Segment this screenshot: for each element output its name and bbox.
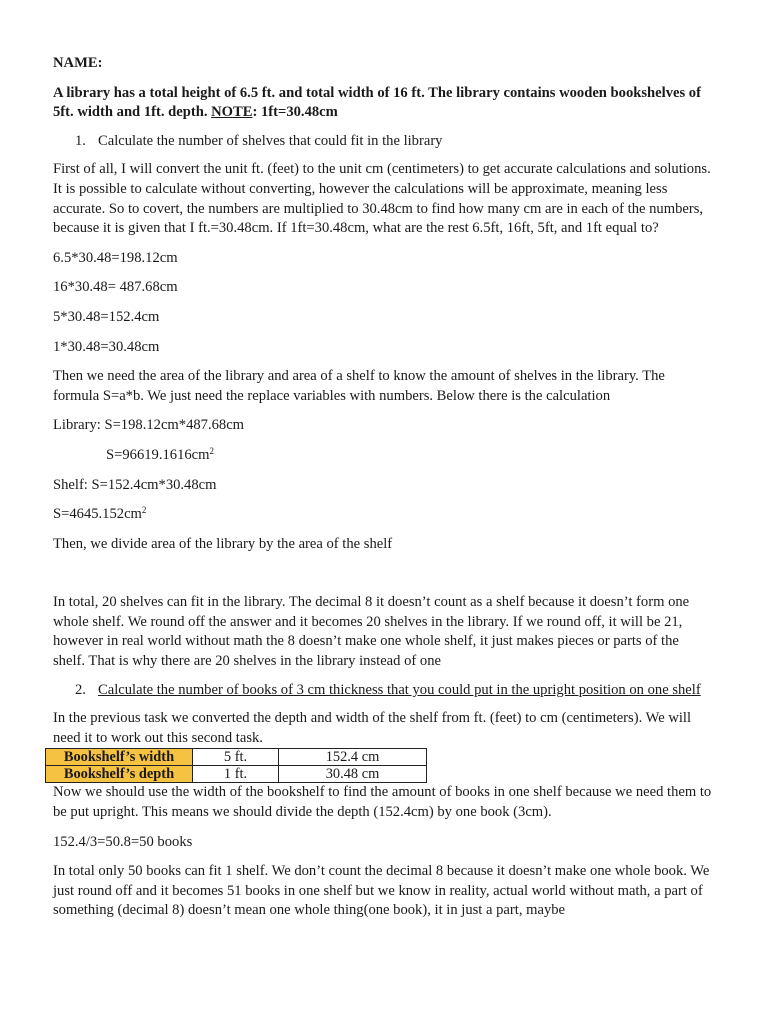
superscript-2: 2 <box>209 445 214 456</box>
table-cell: 152.4 cm <box>279 749 427 766</box>
question-1 <box>53 132 713 152</box>
problem-statement <box>53 84 713 123</box>
library-calc: Library: S=198.12cm*487.68cm <box>53 417 245 434</box>
superscript-2: 2 <box>141 505 147 516</box>
library-area: $S=96619.1616cm^2$ <box>106 445 214 463</box>
note-label: NOTE <box>211 104 253 121</box>
question-2-text: Calculate the number of books of 3 cm thickness that you could put in the upright position on one shelf <box>98 681 701 698</box>
area-paragraph: Then we need the area of the library and area of a shelf to know the amount of shelves in the library. The formula S=a*b. We just need the replace variables with numbers. Below there is the calculation <box>53 368 665 404</box>
calc-line-1: 6.5*30.48=198.12cm <box>53 249 178 266</box>
shelf-calc: Shelf: S=152.4cm*30.48cm <box>53 476 217 493</box>
calc-line-3: 5*30.48=152.4cm <box>53 308 160 325</box>
question-2 <box>53 681 713 701</box>
divide-paragraph: Then, we divide area of the library by the area of the shelf <box>53 535 393 552</box>
table-cell: 30.48 cm <box>279 766 427 783</box>
books-calc: 152.4/3=50.8=50 books <box>53 833 193 850</box>
problem-text: A library has a total height of 6.5 ft. and total width of 16 ft. The library contains wooden bookshelves of 5ft. width and 1ft. depth. <box>53 84 701 121</box>
conversion-paragraph: First of all, I will convert the unit ft. (feet) to the unit cm (centimeters) to get accurate calculations and solutions. It is possible to calculate without converting, however the calculations will be approximate, meaning less accurate. So to covert, the numbers are multiplied to 30.48cm to find how many cm are in each of the numbers, because it is given that I ft.=30.48cm. If 1ft=30.48cm, what are the rest 6.5ft, 16ft, 5ft, and 1ft equal to? <box>53 161 711 237</box>
name-label: NAME: <box>53 55 103 71</box>
document-page <box>53 54 713 921</box>
bookshelf-table <box>45 748 427 783</box>
shelves-total-paragraph: In total, 20 shelves can fit in the library. The decimal 8 it doesn’t count as a shelf because it doesn’t form one whole shelf. We round off the answer and it becomes 20 shelves in the library. If we round off, it will be 21, however in real world without math the 8 doesn’t make one whole shelf, it just makes pieces or parts of the shelf. That is why there are 20 shelves in the library instead of one <box>53 594 690 670</box>
previous-task-paragraph: In the previous task we converted the depth and width of the shelf from ft. (feet) to cm (centimeters). We will need it to work out this second task. <box>53 710 692 746</box>
question-1-number: 1. <box>75 132 86 149</box>
table-cell: Bookshelf’s depth <box>46 766 193 783</box>
question-2-number: 2. <box>75 681 86 698</box>
table-cell: Bookshelf’s width <box>46 749 193 766</box>
shelf-area: $S=4645.152cm^2$ <box>53 505 147 523</box>
question-1-text: Calculate the number of shelves that could fit in the library <box>98 132 443 149</box>
table-cell: 5 ft. <box>193 749 279 766</box>
table-row <box>46 766 427 783</box>
table-row <box>46 749 427 766</box>
books-total-paragraph: In total only 50 books can fit 1 shelf. We don’t count the decimal 8 because it doesn’t make one whole book. We just round off and it becomes 51 books in one shelf but we know in reality, actual world without math, a part of something (decimal 8) doesn’t mean one whole thing(one book), it in just a part, maybe <box>53 863 710 919</box>
table-cell: 1 ft. <box>193 766 279 783</box>
calc-line-2: 16*30.48= 487.68cm <box>53 279 178 296</box>
note-text: : 1ft=30.48cm <box>252 104 338 121</box>
width-paragraph: Now we should use the width of the bookshelf to find the amount of books in one shelf because we need them to be put upright. This means we should divide the depth (152.4cm) by one book (3cm). <box>53 784 712 821</box>
calc-line-4: 1*30.48=30.48cm <box>53 338 160 355</box>
